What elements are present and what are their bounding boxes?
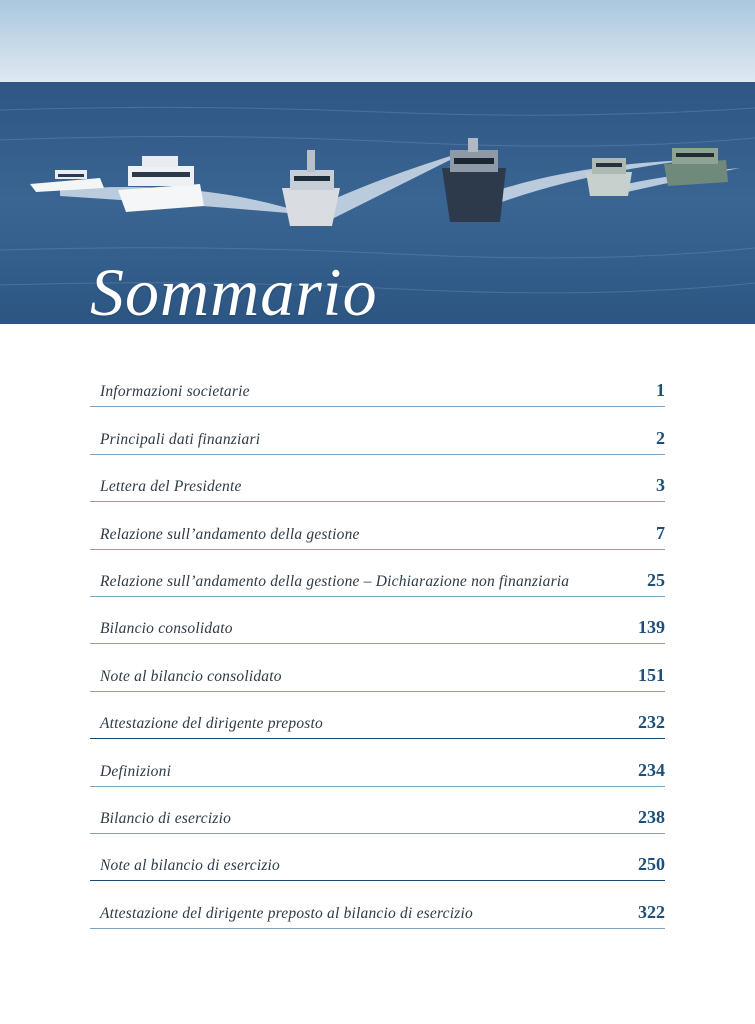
toc-entry-page: 139 — [638, 617, 665, 638]
toc-entry-label: Definizioni — [100, 762, 172, 780]
toc-entry-label: Relazione sull’andamento della gestione — [100, 525, 360, 543]
toc-entry[interactable] — [90, 360, 665, 407]
toc-entry[interactable] — [90, 407, 665, 454]
toc-entry[interactable] — [90, 502, 665, 549]
toc-entry-page: 322 — [638, 901, 665, 922]
toc-entry[interactable] — [90, 787, 665, 834]
toc-entry[interactable] — [90, 644, 665, 691]
toc-entry-page: 25 — [647, 569, 665, 590]
toc-entry-label: Note al bilancio di esercizio — [100, 857, 281, 875]
toc-entry-label: Attestazione del dirigente preposto — [100, 715, 323, 733]
toc-entry[interactable] — [90, 455, 665, 502]
toc-entry-page: 232 — [638, 712, 665, 733]
page-title: Sommario — [90, 254, 378, 324]
toc-entry[interactable] — [90, 739, 665, 786]
toc-entry-label: Lettera del Presidente — [100, 478, 242, 496]
toc-entry-label: Bilancio consolidato — [100, 620, 233, 638]
toc-entry-page: 3 — [656, 475, 665, 496]
toc-entry-label: Note al bilancio consolidato — [100, 667, 282, 685]
toc-entry-page: 151 — [638, 664, 665, 685]
toc-entry[interactable] — [90, 597, 665, 644]
toc-entry-label: Informazioni societarie — [100, 383, 250, 401]
toc-entry-page: 238 — [638, 806, 665, 827]
table-of-contents — [90, 360, 665, 929]
yacht-4 — [442, 138, 506, 222]
toc-entry-label: Principali dati finanziari — [100, 430, 261, 448]
toc-entry-label: Attestazione del dirigente preposto al bilancio di esercizio — [100, 904, 473, 922]
yacht-5 — [586, 158, 632, 196]
toc-entry-label: Bilancio di esercizio — [100, 809, 232, 827]
toc-entry-page: 250 — [638, 854, 665, 875]
toc-entry-page: 234 — [638, 759, 665, 780]
toc-entry-page: 2 — [656, 427, 665, 448]
toc-entry[interactable] — [90, 550, 665, 597]
toc-entry-page: 7 — [656, 522, 665, 543]
toc-entry[interactable] — [90, 834, 665, 881]
hero-photo-yachts — [0, 0, 755, 324]
toc-entry[interactable] — [90, 692, 665, 739]
toc-entry[interactable] — [90, 881, 665, 928]
toc-entry-page: 1 — [656, 380, 665, 401]
toc-entry-label: Relazione sull’andamento della gestione – Dichiarazione non finanziaria — [100, 572, 570, 590]
